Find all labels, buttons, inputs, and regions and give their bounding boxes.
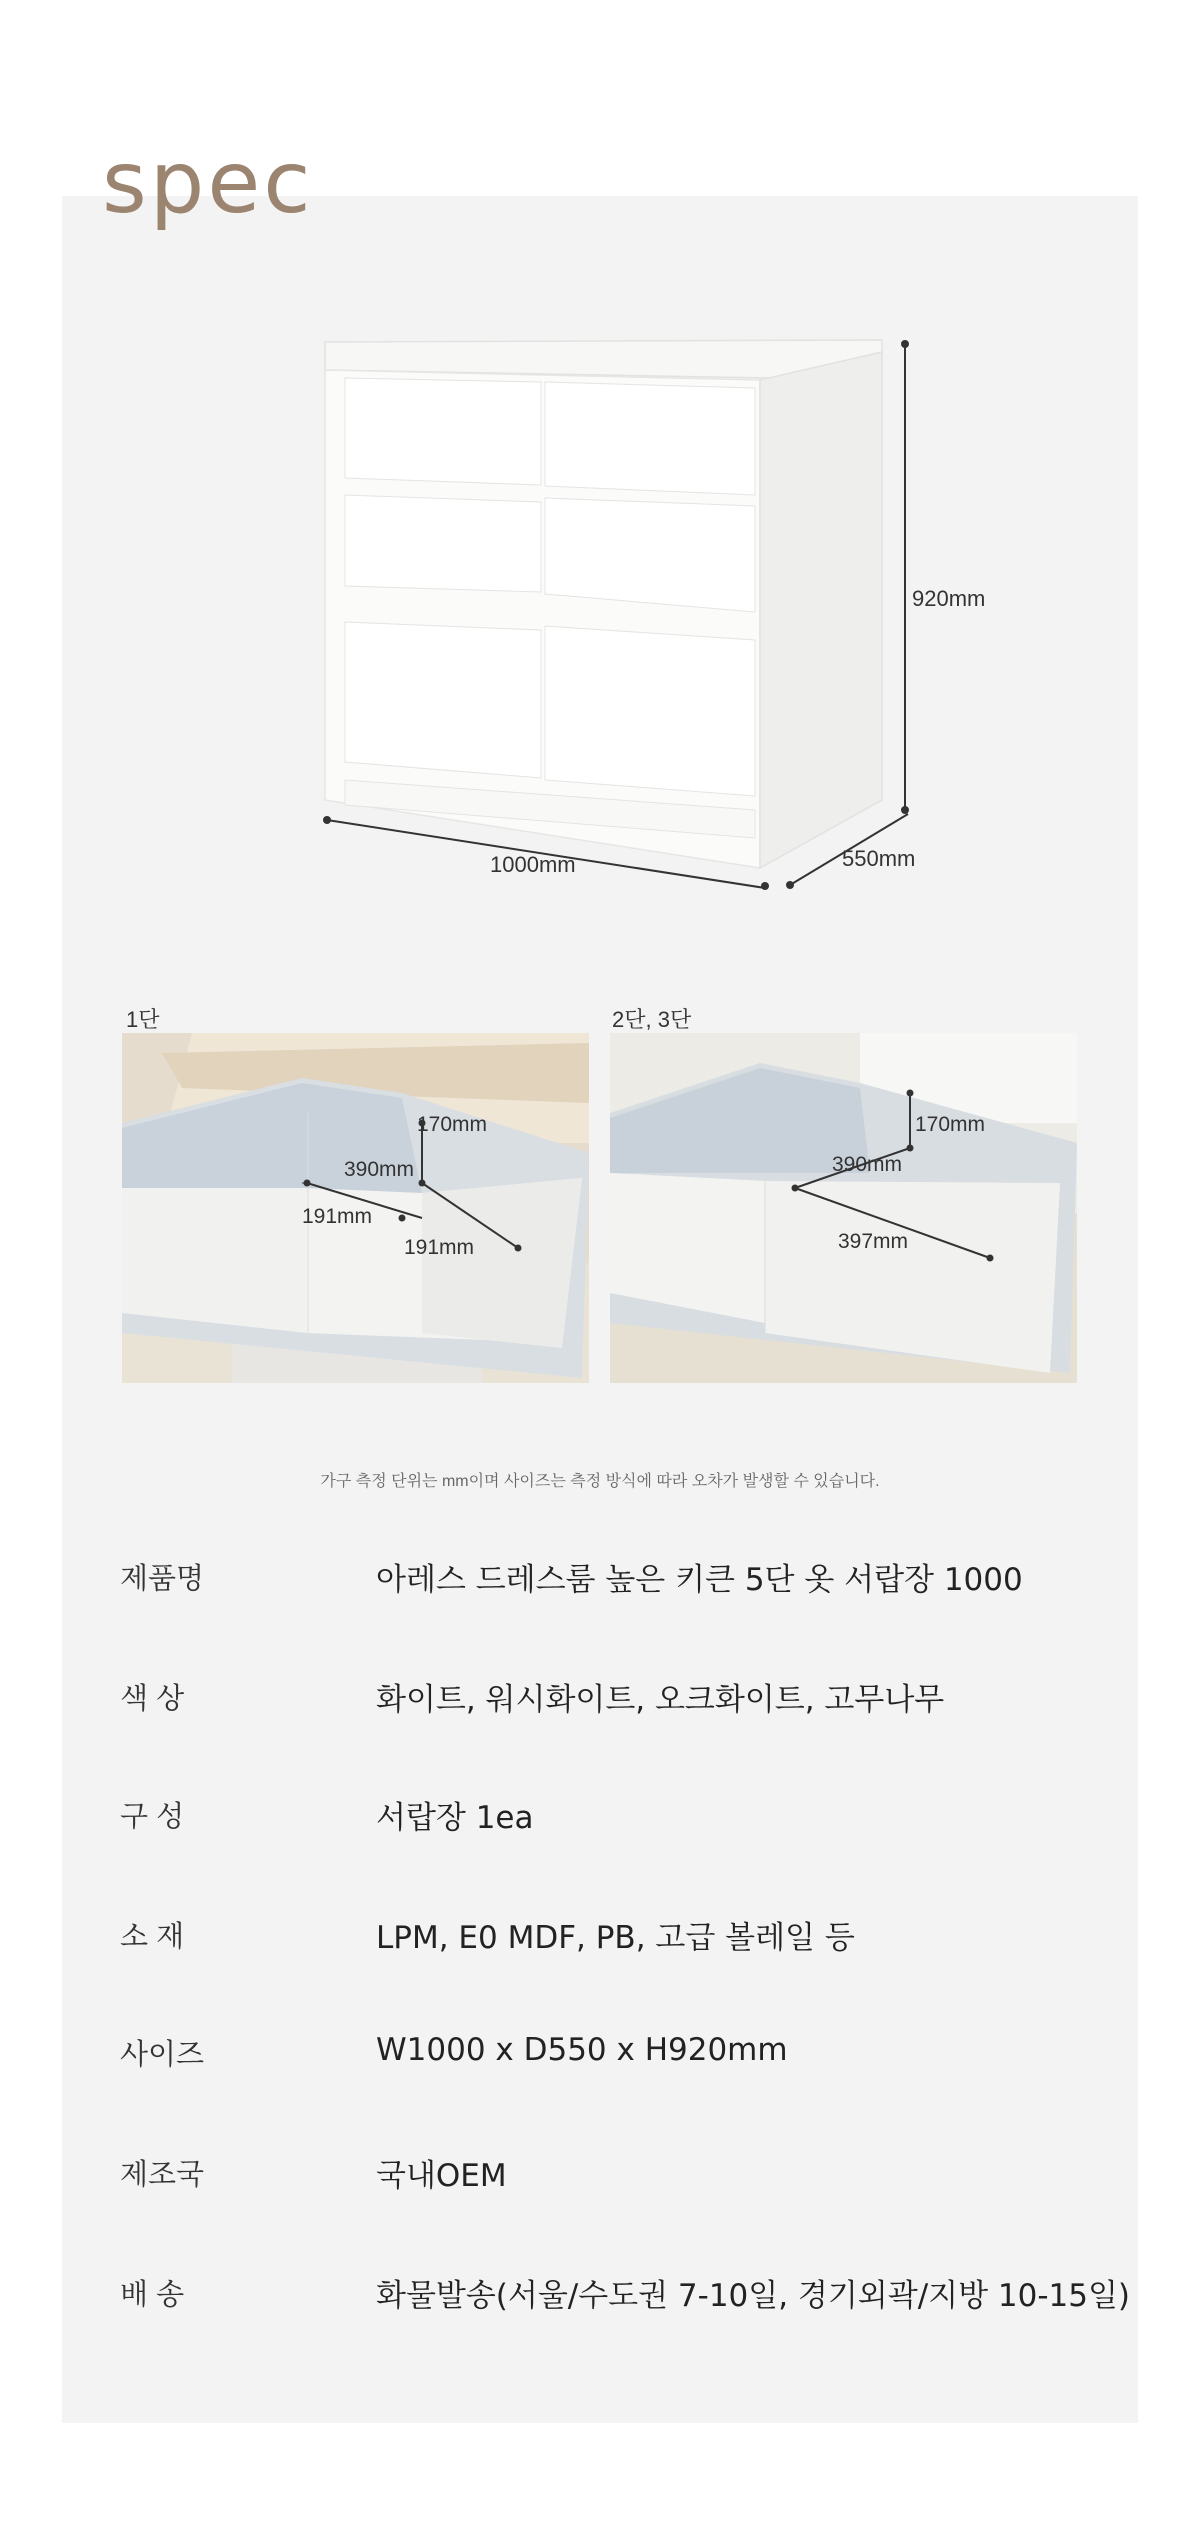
- measure-width-right: 191mm: [404, 1236, 475, 1259]
- spec-label-delivery: 배 송: [120, 2279, 185, 2311]
- depth-dimension: 550mm: [842, 846, 916, 871]
- spec-title: spec: [102, 133, 314, 233]
- spec-value-color: 화이트, 워시화이트, 오크화이트, 고무나무: [376, 1682, 945, 1718]
- measure-width-second: 397mm: [838, 1230, 909, 1253]
- height-dimension: 920mm: [912, 586, 986, 611]
- spec-label-product-name: 제품명: [120, 1563, 205, 1595]
- width-dimension: 1000mm: [490, 852, 576, 877]
- measure-length-first: 390mm: [344, 1158, 415, 1181]
- photo-label-first: 1단: [126, 1007, 160, 1032]
- spec-value-product-name: 아레스 드레스룸 높은 키큰 5단 옷 서랍장 1000: [376, 1562, 1023, 1598]
- drawer-photo-second: [610, 1033, 1077, 1383]
- spec-label-color: 색 상: [120, 1683, 185, 1715]
- spec-value-size: W1000 x D550 x H920mm: [376, 2032, 788, 2068]
- measure-depth-second: 170mm: [915, 1113, 986, 1136]
- spec-label-size: 사이즈: [120, 2039, 205, 2071]
- spec-label-composition: 구 성: [120, 1801, 185, 1833]
- spec-label-origin: 제조국: [120, 2159, 205, 2191]
- measure-depth-first: 170mm: [417, 1113, 488, 1136]
- spec-value-material: LPM, E0 MDF, PB, 고급 볼레일 등: [376, 1920, 855, 1956]
- photo-label-second: 2단, 3단: [612, 1007, 692, 1032]
- spec-label-material: 소 재: [120, 1921, 185, 1953]
- spec-value-composition: 서랍장 1ea: [376, 1800, 534, 1836]
- measure-length-second: 390mm: [832, 1153, 903, 1176]
- drawer-photo-first: [122, 1033, 589, 1383]
- dresser-illustration: [310, 330, 950, 890]
- spec-value-origin: 국내OEM: [376, 2158, 507, 2194]
- spec-value-delivery: 화물발송(서울/수도권 7-10일, 경기외곽/지방 10-15일): [376, 2278, 1131, 2314]
- measurement-notice: 가구 측정 단위는 mm이며 사이즈는 측정 방식에 따라 오차가 발생할 수 있습니다.: [320, 1473, 880, 1490]
- measure-width-left: 191mm: [302, 1205, 373, 1228]
